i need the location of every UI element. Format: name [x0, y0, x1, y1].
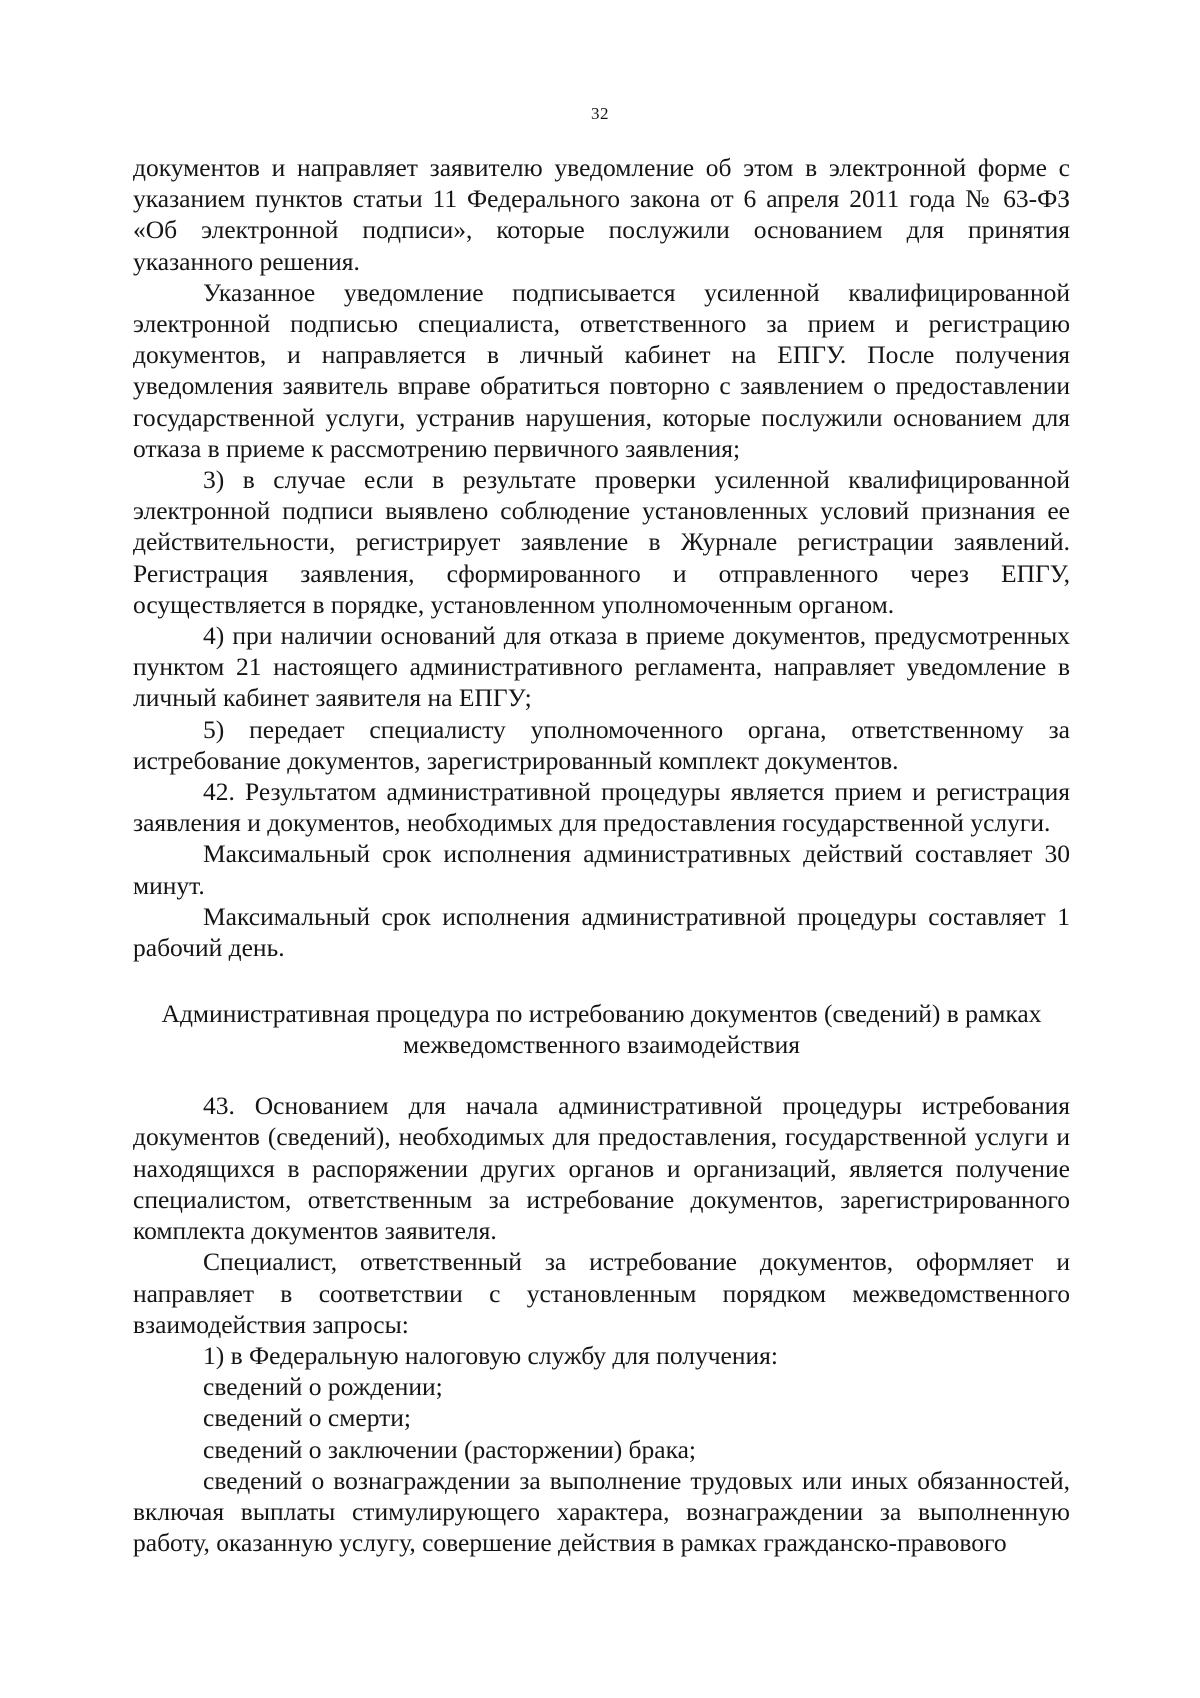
section-heading-line-1: Административная процедура по истребованию документов (сведений) в рамках [161, 999, 1042, 1029]
list-item-birth-info: сведений о рождении; [203, 1372, 443, 1402]
paragraph-notification-signing: Указанное уведомление подписывается усиленной квалифицированной электронной подписью специалиста, ответственного за прием и регистрацию документов, и направляется в личный кабинет на ЕПГУ. После получения уведомления заявитель вправе обратиться повторно с заявлением о предоставлении государственной услуги, устранив нарушения, которые послужили основанием для отказа в приеме к рассмотрению первичного заявления; [133, 277, 1070, 463]
document-body [133, 152, 1070, 1558]
page-number: 32 [591, 104, 609, 123]
paragraph-item-5: 5) передает специалисту уполномоченного органа, ответственному за истребование документов, зарегистрированный комплект документов. [133, 714, 1070, 775]
list-item-remuneration-info: сведений о вознаграждении за выполнение трудовых или иных обязанностей, включая выплаты стимулирующего характера, вознаграждении за выполненную работу, оказанную услугу, совершение действия в рамках гражданско-правового [133, 1465, 1070, 1558]
list-item-marriage-info: сведений о заключении (расторжении) брака; [203, 1434, 697, 1464]
section-heading-line-2: межведомственного взаимодействия [402, 1030, 801, 1060]
paragraph-max-term-actions: Максимальный срок исполнения административных действий составляет 30 минут. [133, 839, 1070, 900]
paragraph-43: 43. Основанием для начала административной процедуры истребования документов (сведений), необходимых для предоставления, государственной услуги и находящихся в распоряжении других органов и организаций, является получение специалистом, ответственным за истребование документов, зарегистрированного комплекта документов заявителя. [133, 1091, 1070, 1246]
paragraph-42: 42. Результатом административной процедуры является прием и регистрация заявления и документов, необходимых для предоставления государственной услуги. [133, 777, 1070, 838]
list-item-death-info: сведений о смерти; [203, 1403, 411, 1433]
list-item-tax-service: 1) в Федеральную налоговую службу для получения: [203, 1340, 778, 1370]
paragraph-item-4: 4) при наличии оснований для отказа в приеме документов, предусмотренных пунктом 21 настоящего административного регламента, направляет уведомление в личный кабинет заявителя на ЕПГУ; [133, 621, 1070, 713]
section-heading [133, 998, 1070, 1060]
paragraph-item-3: 3) в случае если в результате проверки усиленной квалифицированной электронной подписи выявлено соблюдение установленных условий признания ее действительности, регистрирует заявление в Журнале регистрации заявлений. Регистрация заявления, сформированного и отправленного через ЕПГУ, осуществляется в порядке, установленном уполномоченным органом. [133, 465, 1070, 619]
paragraph-specialist-requests: Специалист, ответственный за истребование документов, оформляет и направляет в соответствии с установленным порядком межведомственного взаимодействия запросы: [133, 1247, 1070, 1339]
paragraph-continuation: документов и направляет заявителю уведомление об этом в электронной форме с указанием пунктов статьи 11 Федерального закона от 6 апреля 2011 года № 63-ФЗ «Об электронной подписи», которые послужили основанием для принятия указанного решения. [133, 153, 1070, 276]
paragraph-max-term-procedure: Максимальный срок исполнения административной процедуры составляет 1 рабочий день. [133, 901, 1070, 963]
